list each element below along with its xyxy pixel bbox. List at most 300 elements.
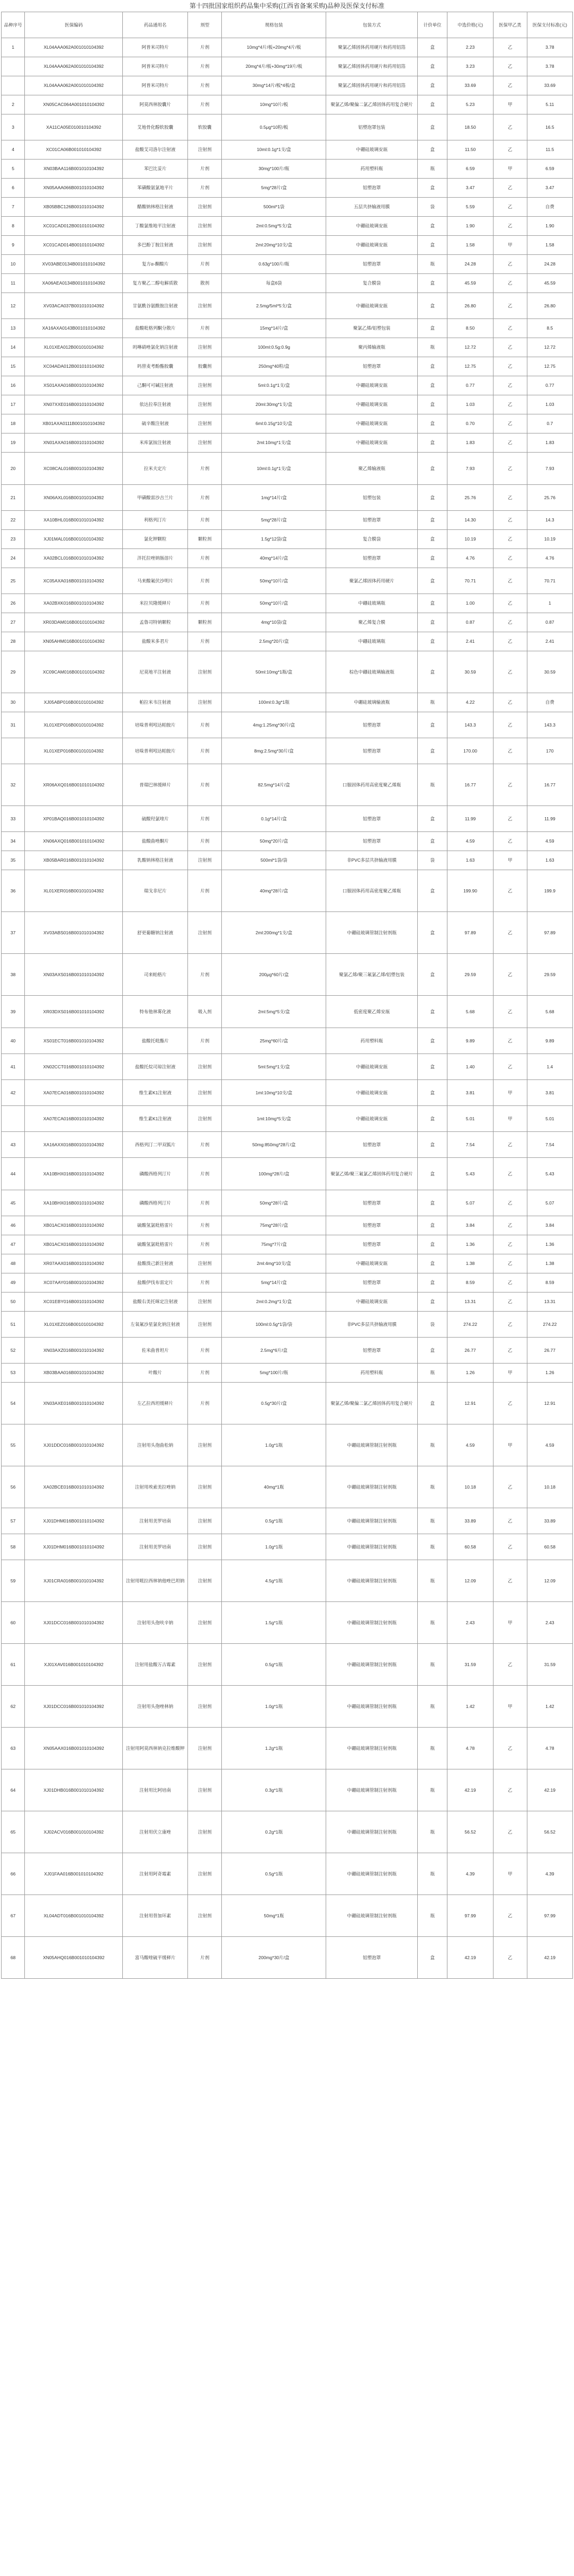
payment-standard-cell: 42.19 [527, 1937, 572, 1979]
pricing-unit-cell: 瓶 [417, 1769, 447, 1811]
packaging-cell: 铝塑泡罩 [326, 738, 417, 764]
payment-standard-cell: 143.3 [527, 712, 572, 738]
packaging-cell: 中硼硅玻璃安瓿 [326, 395, 417, 414]
pricing-unit-cell: 瓶 [417, 1424, 447, 1466]
dosage-form-cell: 吸入剂 [188, 996, 222, 1028]
table-row [2, 453, 573, 485]
specification-cell: 30mg*14片/板*4板/盒 [222, 76, 326, 95]
row-number-cell: 2 [2, 95, 25, 114]
drug-name-cell: 西格列汀二甲双胍片 [123, 1132, 188, 1158]
payment-standard-cell: 10.18 [527, 1466, 572, 1508]
payment-standard-cell: 42.19 [527, 1769, 572, 1811]
dosage-form-cell: 软胶囊 [188, 114, 222, 140]
bid-price-cell: 56.52 [447, 1811, 493, 1853]
specification-cell: 500ml*1袋/袋 [222, 851, 326, 870]
packaging-cell: 聚氯乙烯固体药用硬片和药用铝箔 [326, 38, 417, 57]
packaging-cell: 五层共挤输液用膜 [326, 198, 417, 217]
bid-price-cell: 33.69 [447, 76, 493, 95]
payment-standard-cell: 5.68 [527, 996, 572, 1028]
pricing-unit-cell: 盒 [417, 738, 447, 764]
table-row [2, 140, 573, 160]
drug-name-cell: 注射用埃索美拉唑钠 [123, 1466, 188, 1508]
table-row [2, 274, 573, 293]
column-header: 药品通用名 [123, 12, 188, 38]
specification-cell: 2.5mg*20片/盒 [222, 632, 326, 651]
row-number-cell: 36 [2, 870, 25, 912]
table-row [2, 57, 573, 76]
bid-price-cell: 143.3 [447, 712, 493, 738]
row-number-cell: 52 [2, 1338, 25, 1364]
pricing-unit-cell: 盒 [417, 433, 447, 453]
insurance-class-cell: 乙 [493, 1534, 527, 1560]
drug-name-cell: 盐酸艾司洛尔注射液 [123, 140, 188, 160]
drug-name-cell: 拉米夫定片 [123, 453, 188, 485]
bid-price-cell: 8.59 [447, 1273, 493, 1293]
specification-cell: 75mg*28片/盒 [222, 1216, 326, 1235]
row-number-cell: 40 [2, 1028, 25, 1054]
row-number-cell: 31 [2, 712, 25, 738]
drug-name-cell: 阿普米司特片 [123, 38, 188, 57]
row-number-cell: 54 [2, 1383, 25, 1424]
row-number-cell: 43 [2, 1132, 25, 1158]
table-row [2, 1312, 573, 1338]
specification-cell: 5mg*28片/盒 [222, 511, 326, 530]
insurance-class-cell: 乙 [493, 712, 527, 738]
drug-name-cell: 氯化钾颗粒 [123, 530, 188, 549]
insurance-class-cell: 乙 [493, 1811, 527, 1853]
row-number-cell: 37 [2, 912, 25, 954]
bid-price-cell: 3.81 [447, 1080, 493, 1106]
insurance-code-cell: XL01XEP016B001010104392 [25, 712, 123, 738]
table-row [2, 1273, 573, 1293]
drug-name-cell: 注射用美罗培南 [123, 1534, 188, 1560]
packaging-cell: 中硼硅玻璃安瓿 [326, 217, 417, 236]
drug-name-cell: 盐酸托烷司琼注射液 [123, 1054, 188, 1080]
specification-cell: 50mg:850mg*28片/盒 [222, 1132, 326, 1158]
specification-cell: 20mg*4片/板+30mg*19片/板 [222, 57, 326, 76]
table-row [2, 1254, 573, 1273]
drug-name-cell: 阿莫西林胶囊片 [123, 95, 188, 114]
drug-name-cell: 孟鲁司特钠颗粒 [123, 613, 188, 632]
dosage-form-cell: 片剂 [188, 1364, 222, 1383]
table-row [2, 693, 573, 712]
pricing-unit-cell: 瓶 [417, 1895, 447, 1937]
payment-standard-cell: 5.01 [527, 1106, 572, 1132]
insurance-class-cell: 乙 [493, 1560, 527, 1602]
bid-price-cell: 3.47 [447, 179, 493, 198]
payment-standard-cell: 274.22 [527, 1312, 572, 1338]
packaging-cell: 中硼硅玻璃安瓿 [326, 1254, 417, 1273]
insurance-code-cell: XA02BCL016B001010104392 [25, 549, 123, 568]
insurance-code-cell: XC01EBY016B001010104392 [25, 1293, 123, 1312]
packaging-cell: 聚氯乙烯/聚三氟氯乙烯/铝塑包装 [326, 954, 417, 996]
specification-cell: 10mg*4片/板+20mg*4片/板 [222, 38, 326, 57]
insurance-code-cell: XC08CAL016B001010104392 [25, 453, 123, 485]
insurance-class-cell: 乙 [493, 57, 527, 76]
insurance-code-cell: XN05AAX016B001010104392 [25, 1728, 123, 1769]
table-row [2, 1895, 573, 1937]
insurance-code-cell: XA10BHX016B001010104392 [25, 1158, 123, 1190]
row-number-cell: 29 [2, 651, 25, 693]
bid-price-cell: 1.58 [447, 236, 493, 255]
dosage-form-cell: 注射剂 [188, 1466, 222, 1508]
insurance-code-cell: XB03BAA016B001010104392 [25, 1364, 123, 1383]
pricing-unit-cell: 盒 [417, 485, 447, 511]
specification-cell: 100ml:0.5g*1袋/袋 [222, 1312, 326, 1338]
payment-standard-cell: 1.58 [527, 236, 572, 255]
dosage-form-cell: 注射剂 [188, 1895, 222, 1937]
dosage-form-cell: 片剂 [188, 1937, 222, 1979]
specification-cell: 250mg*40粒/盒 [222, 357, 326, 376]
payment-standard-cell: 33.89 [527, 1508, 572, 1534]
drug-name-cell: 维生素K1注射液 [123, 1106, 188, 1132]
insurance-class-cell: 乙 [493, 996, 527, 1028]
dosage-form-cell: 注射剂 [188, 140, 222, 160]
drug-name-cell: 富马酸喹硫平缓释片 [123, 1937, 188, 1979]
insurance-class-cell: 乙 [493, 568, 527, 594]
drug-name-cell: 吗啉硝唑氯化钠注射液 [123, 338, 188, 357]
row-number-cell: 5 [2, 160, 25, 179]
specification-cell: 2.5mg/5ml*5支/盒 [222, 293, 326, 319]
specification-cell: 2ml:4mg*10支/盒 [222, 1254, 326, 1273]
packaging-cell: 铝塑包装 [326, 485, 417, 511]
packaging-cell: 中硼硅玻璃管制注射剂瓶 [326, 1811, 417, 1853]
row-number-cell: 14 [2, 338, 25, 357]
pricing-unit-cell: 瓶 [417, 1560, 447, 1602]
drug-name-cell: 阿普米司特片 [123, 76, 188, 95]
drug-name-cell: 利格列汀片 [123, 511, 188, 530]
specification-cell: 2ml:20mg*10支/盒 [222, 236, 326, 255]
insurance-class-cell: 乙 [493, 1466, 527, 1508]
payment-standard-cell: 33.69 [527, 76, 572, 95]
packaging-cell: 铝塑泡罩 [326, 832, 417, 851]
drug-name-cell: 乳酸钠林格注射液 [123, 851, 188, 870]
bid-price-cell: 5.23 [447, 95, 493, 114]
dosage-form-cell: 注射剂 [188, 395, 222, 414]
table-row [2, 1235, 573, 1254]
row-number-cell: 48 [2, 1254, 25, 1273]
dosage-form-cell: 注射剂 [188, 1254, 222, 1273]
packaging-cell: 铝塑泡罩 [326, 1235, 417, 1254]
payment-standard-cell: 5.07 [527, 1190, 572, 1216]
row-number-cell: 53 [2, 1364, 25, 1383]
packaging-cell: 中硼硅玻璃输液瓶 [326, 693, 417, 712]
pricing-unit-cell: 盒 [417, 95, 447, 114]
dosage-form-cell: 注射剂 [188, 433, 222, 453]
drug-name-cell: 艾地骨化醇软胶囊 [123, 114, 188, 140]
dosage-form-cell: 注射剂 [188, 1811, 222, 1853]
insurance-class-cell: 甲 [493, 1106, 527, 1132]
bid-price-cell: 9.89 [447, 1028, 493, 1054]
specification-cell: 0.5g*1瓶 [222, 1644, 326, 1686]
specification-cell: 5ml:0.1g*1支/盒 [222, 376, 326, 395]
payment-standard-cell: 1.90 [527, 217, 572, 236]
insurance-code-cell: XN02CCT016B001010104392 [25, 1054, 123, 1080]
specification-cell: 1.5g*12袋/盒 [222, 530, 326, 549]
pricing-unit-cell: 盒 [417, 806, 447, 832]
row-number-cell: 4 [2, 140, 25, 160]
specification-cell: 0.5g*1瓶 [222, 1853, 326, 1895]
pricing-unit-cell: 盒 [417, 293, 447, 319]
insurance-code-cell: XJ01FAA016B001010104392 [25, 1853, 123, 1895]
table-row [2, 114, 573, 140]
insurance-class-cell: 乙 [493, 338, 527, 357]
insurance-code-cell: XA02BXK016B001010104392 [25, 594, 123, 613]
packaging-cell: 聚乙烯输液瓶 [326, 453, 417, 485]
pricing-unit-cell: 盒 [417, 1158, 447, 1190]
row-number-cell: 41 [2, 1054, 25, 1080]
insurance-code-cell: XB01ACX016B001010104392 [25, 1235, 123, 1254]
insurance-class-cell: 乙 [493, 395, 527, 414]
payment-standard-cell: 5.11 [527, 95, 572, 114]
dosage-form-cell: 片剂 [188, 1383, 222, 1424]
pricing-unit-cell: 盒 [417, 274, 447, 293]
specification-cell: 1.0g*1瓶 [222, 1686, 326, 1728]
specification-cell: 4mg:1.25mg*30片/盒 [222, 712, 326, 738]
insurance-class-cell: 乙 [493, 549, 527, 568]
packaging-cell: 聚氯乙烯/铝塑包装 [326, 319, 417, 338]
row-number-cell: 18 [2, 414, 25, 433]
bid-price-cell: 2.23 [447, 38, 493, 57]
insurance-code-cell: XL04AAA062A001010104392 [25, 38, 123, 57]
insurance-class-cell: 乙 [493, 485, 527, 511]
specification-cell: 10mg*10片/板 [222, 95, 326, 114]
pricing-unit-cell: 盒 [417, 1338, 447, 1364]
specification-cell: 25mg*60片/盒 [222, 1028, 326, 1054]
bid-price-cell: 4.59 [447, 832, 493, 851]
bid-price-cell: 97.99 [447, 1895, 493, 1937]
packaging-cell: 中硼硅玻璃管制注射剂瓶 [326, 1466, 417, 1508]
bid-price-cell: 14.30 [447, 511, 493, 530]
row-number-cell [2, 57, 25, 76]
dosage-form-cell: 注射剂 [188, 1560, 222, 1602]
drug-name-cell: 帕拉米韦注射液 [123, 693, 188, 712]
row-number-cell: 67 [2, 1895, 25, 1937]
insurance-code-cell: XN03AXZ016B001010104392 [25, 1338, 123, 1364]
insurance-class-cell: 乙 [493, 179, 527, 198]
row-number-cell: 60 [2, 1602, 25, 1644]
dosage-form-cell: 片剂 [188, 57, 222, 76]
dosage-form-cell: 片剂 [188, 568, 222, 594]
row-number-cell: 15 [2, 357, 25, 376]
table-row [2, 511, 573, 530]
table-row [2, 95, 573, 114]
insurance-code-cell: XL04AAA062A001010104392 [25, 76, 123, 95]
insurance-class-cell: 乙 [493, 217, 527, 236]
packaging-cell: 中硼硅玻璃管制注射剂瓶 [326, 1853, 417, 1895]
specification-cell: 0.3g*1瓶 [222, 1769, 326, 1811]
specification-cell: 0.2g*1瓶 [222, 1811, 326, 1853]
row-number-cell: 44 [2, 1158, 25, 1190]
insurance-code-cell: XL01XEZ016B001010104392 [25, 1312, 123, 1338]
row-number-cell: 3 [2, 114, 25, 140]
bid-price-cell: 10.18 [447, 1466, 493, 1508]
table-row [2, 1508, 573, 1534]
payment-standard-cell: 2.41 [527, 632, 572, 651]
pricing-unit-cell: 盒 [417, 832, 447, 851]
packaging-cell: 铝塑泡罩 [326, 1132, 417, 1158]
specification-cell: 200μg*60片/盒 [222, 954, 326, 996]
pricing-unit-cell: 盒 [417, 38, 447, 57]
table-row [2, 651, 573, 693]
table-row [2, 832, 573, 851]
table-row [2, 76, 573, 95]
insurance-code-cell: XL01XER016B001010104392 [25, 870, 123, 912]
payment-standard-cell: 45.59 [527, 274, 572, 293]
pricing-unit-cell: 盒 [417, 632, 447, 651]
pricing-unit-cell: 瓶 [417, 1853, 447, 1895]
column-header: 包装方式 [326, 12, 417, 38]
packaging-cell: 铝塑泡罩 [326, 1190, 417, 1216]
dosage-form-cell: 片剂 [188, 954, 222, 996]
drug-name-cell: 注射用头孢唑林钠 [123, 1686, 188, 1728]
dosage-form-cell: 注射剂 [188, 1534, 222, 1560]
row-number-cell: 20 [2, 453, 25, 485]
insurance-code-cell: XN05CAC064A001010104392 [25, 95, 123, 114]
bid-price-cell: 11.50 [447, 140, 493, 160]
table-row [2, 338, 573, 357]
packaging-cell: 中硼硅玻璃安瓿 [326, 1106, 417, 1132]
insurance-class-cell: 乙 [493, 1254, 527, 1273]
bid-price-cell: 30.59 [447, 651, 493, 693]
drug-name-cell: 盐酸托吡酯片 [123, 1028, 188, 1054]
pricing-unit-cell: 盒 [417, 954, 447, 996]
row-number-cell: 64 [2, 1769, 25, 1811]
table-row [2, 954, 573, 996]
insurance-code-cell: XR06AXQ016B001010104392 [25, 764, 123, 806]
insurance-class-cell: 乙 [493, 414, 527, 433]
row-number-cell: 50 [2, 1293, 25, 1312]
packaging-cell: 复合膜袋 [326, 530, 417, 549]
packaging-cell: 棕色中硼硅玻璃输液瓶 [326, 651, 417, 693]
packaging-cell: 铝塑泡罩 [326, 1338, 417, 1364]
payment-standard-cell: 1 [527, 594, 572, 613]
dosage-form-cell: 颗粒剂 [188, 530, 222, 549]
row-number-cell: 23 [2, 530, 25, 549]
insurance-code-cell: XA06AEA0134B001010104392 [25, 274, 123, 293]
table-row [2, 1132, 573, 1158]
bid-price-cell: 12.91 [447, 1383, 493, 1424]
pricing-unit-cell: 瓶 [417, 1534, 447, 1560]
pricing-unit-cell: 盒 [417, 613, 447, 632]
bid-price-cell: 26.77 [447, 1338, 493, 1364]
pricing-unit-cell: 瓶 [417, 693, 447, 712]
table-row [2, 1293, 573, 1312]
payment-standard-cell: 1.63 [527, 851, 572, 870]
specification-cell: 5ml:5mg*1支/盒 [222, 1054, 326, 1080]
insurance-class-cell: 乙 [493, 1273, 527, 1293]
payment-standard-cell: 60.58 [527, 1534, 572, 1560]
specification-cell: 50mg*10片/盒 [222, 568, 326, 594]
pricing-unit-cell: 盒 [417, 651, 447, 693]
drug-name-cell: 盐酸溴己新注射液 [123, 1254, 188, 1273]
insurance-class-cell: 乙 [493, 319, 527, 338]
packaging-cell: 口服固体药用高密度聚乙烯瓶 [326, 870, 417, 912]
insurance-class-cell: 乙 [493, 114, 527, 140]
payment-standard-cell: 1.36 [527, 1235, 572, 1254]
payment-standard-cell: 70.71 [527, 568, 572, 594]
row-number-cell: 17 [2, 395, 25, 414]
payment-standard-cell: 2.43 [527, 1602, 572, 1644]
column-header: 医保甲乙类 [493, 12, 527, 38]
table-row [2, 1466, 573, 1508]
bid-price-cell: 1.38 [447, 1254, 493, 1273]
insurance-class-cell: 乙 [493, 1644, 527, 1686]
insurance-code-cell: XS01AXA016B001010104392 [25, 376, 123, 395]
specification-cell: 20ml:30mg*1支/盒 [222, 395, 326, 414]
drug-name-cell: 特布他林雾化液 [123, 996, 188, 1028]
bid-price-cell: 7.93 [447, 453, 493, 485]
insurance-class-cell: 乙 [493, 1132, 527, 1158]
dosage-form-cell: 片剂 [188, 255, 222, 274]
insurance-class-cell: 甲 [493, 160, 527, 179]
insurance-code-cell: XA16AXA0143B001010104392 [25, 319, 123, 338]
insurance-class-cell: 乙 [493, 954, 527, 996]
insurance-class-cell: 乙 [493, 76, 527, 95]
dosage-form-cell: 注射剂 [188, 851, 222, 870]
insurance-class-cell: 乙 [493, 870, 527, 912]
specification-cell: 10ml:0.1g*1支/盒 [222, 453, 326, 485]
dosage-form-cell: 注射剂 [188, 338, 222, 357]
insurance-class-cell: 乙 [493, 1190, 527, 1216]
insurance-class-cell: 乙 [493, 1158, 527, 1190]
bid-price-cell: 6.59 [447, 160, 493, 179]
specification-cell: 40mg*1瓶 [222, 1466, 326, 1508]
dosage-form-cell: 片剂 [188, 806, 222, 832]
pricing-unit-cell: 盒 [417, 511, 447, 530]
specification-cell: 200mg*30片/盒 [222, 1937, 326, 1979]
insurance-code-cell: XB05BBC126B001010104392 [25, 198, 123, 217]
table-row [2, 198, 573, 217]
row-number-cell: 30 [2, 693, 25, 712]
row-number-cell: 12 [2, 293, 25, 319]
dosage-form-cell: 片剂 [188, 870, 222, 912]
payment-standard-cell: 1.38 [527, 1254, 572, 1273]
pricing-unit-cell: 盒 [417, 1190, 447, 1216]
pricing-unit-cell: 盒 [417, 1937, 447, 1979]
insurance-code-cell: XN06AXQ016B001010104392 [25, 832, 123, 851]
row-number-cell: 55 [2, 1424, 25, 1466]
insurance-class-cell: 乙 [493, 1235, 527, 1254]
drug-name-cell: 甘氨酰谷氨酰胺注射液 [123, 293, 188, 319]
insurance-code-cell: XJ01CRA016B001010104392 [25, 1560, 123, 1602]
row-number-cell: 56 [2, 1466, 25, 1508]
insurance-class-cell: 乙 [493, 357, 527, 376]
insurance-class-cell: 甲 [493, 1364, 527, 1383]
payment-standard-cell: 97.99 [527, 1895, 572, 1937]
insurance-class-cell: 乙 [493, 1383, 527, 1424]
bid-price-cell: 1.83 [447, 433, 493, 453]
payment-standard-cell: 12.91 [527, 1383, 572, 1424]
specification-cell: 50mg*1瓶 [222, 1895, 326, 1937]
bid-price-cell: 199.90 [447, 870, 493, 912]
drug-name-cell: 硫酸氢氯吡格雷片 [123, 1216, 188, 1235]
pricing-unit-cell: 瓶 [417, 1466, 447, 1508]
pricing-unit-cell: 盒 [417, 140, 447, 160]
table-row [2, 1534, 573, 1560]
dosage-form-cell: 注射剂 [188, 198, 222, 217]
dosage-form-cell: 片剂 [188, 160, 222, 179]
table-row [2, 1338, 573, 1364]
dosage-form-cell: 片剂 [188, 1338, 222, 1364]
specification-cell: 0.1g*14片/盒 [222, 806, 326, 832]
packaging-cell: 中硼硅玻璃安瓿 [326, 1080, 417, 1106]
dosage-form-cell: 片剂 [188, 453, 222, 485]
payment-standard-cell: 12.09 [527, 1560, 572, 1602]
pricing-unit-cell: 盒 [417, 453, 447, 485]
specification-cell: 30mg*100片/瓶 [222, 160, 326, 179]
insurance-code-cell: XN01AXA016B001010104392 [25, 433, 123, 453]
